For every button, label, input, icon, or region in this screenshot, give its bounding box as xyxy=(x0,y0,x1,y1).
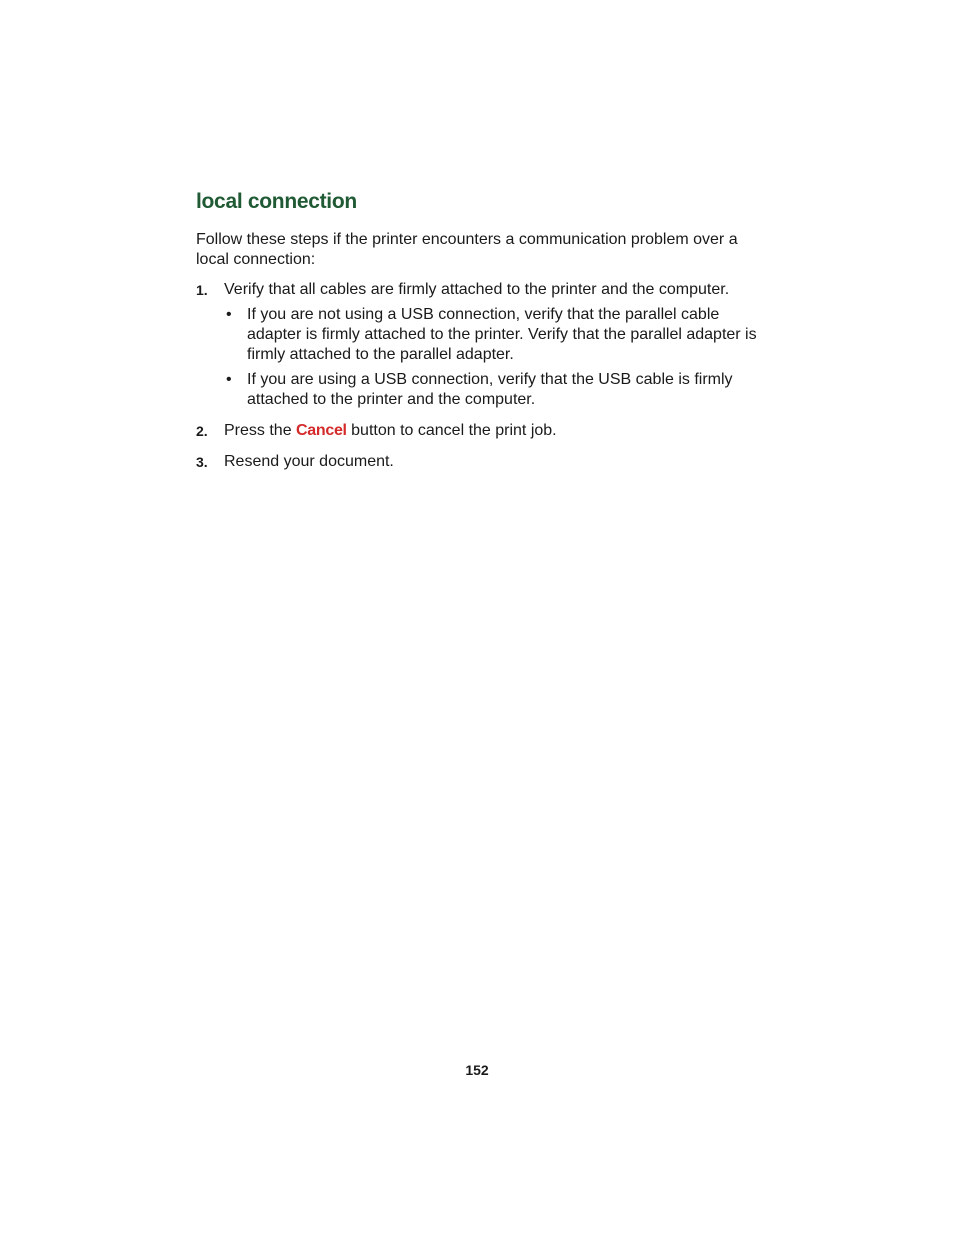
bullet-icon: • xyxy=(226,371,232,388)
sub-bullet-list xyxy=(224,305,766,410)
sub-bullet-item xyxy=(224,305,766,365)
step-number: 3. xyxy=(196,454,208,470)
cancel-button-name: Cancel xyxy=(296,422,347,439)
step-text-after: button to cancel the print job. xyxy=(346,422,557,439)
page-content xyxy=(196,187,766,483)
step-text: Resend your document. xyxy=(224,453,394,470)
step-item-3 xyxy=(196,452,766,472)
steps-list xyxy=(196,280,766,472)
section-heading: local connection xyxy=(196,190,357,213)
page-number: 152 xyxy=(465,1062,489,1078)
bullet-text: If you are using a USB connection, verify that the USB cable is firmly attached to the printer and the computer. xyxy=(247,371,733,408)
step-item-1 xyxy=(196,280,766,410)
step-text: Verify that all cables are firmly attached to the printer and the computer. xyxy=(224,281,730,298)
bullet-text: If you are not using a USB connection, verify that the parallel cable adapter is firmly attached to the printer. Verify that the parallel adapter is firmly attached to the parallel adapter. xyxy=(247,306,757,363)
bullet-icon: • xyxy=(226,306,232,323)
step-item-2 xyxy=(196,421,766,441)
step-text-before: Press the xyxy=(224,422,297,439)
sub-bullet-item xyxy=(224,370,766,410)
intro-paragraph: Follow these steps if the printer encounters a communication problem over a local connection: xyxy=(196,231,738,268)
step-number: 2. xyxy=(196,423,208,439)
step-number: 1. xyxy=(196,282,208,298)
